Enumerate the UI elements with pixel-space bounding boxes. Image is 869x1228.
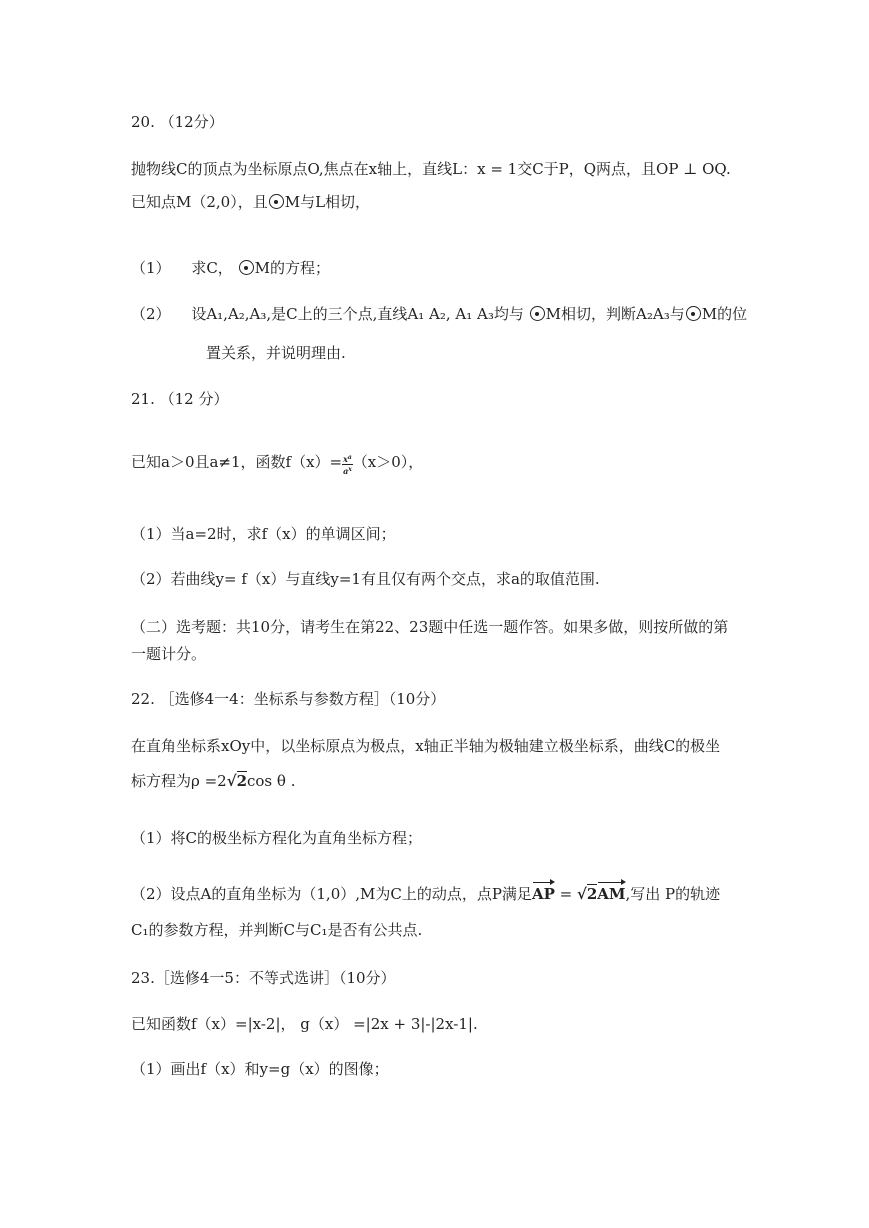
q20-part2-text: 设A₁,A₂,A₃,是C上的三个点,直线A₁ A₂, A₁ A₃均与: [191, 305, 524, 323]
q21-fraction: [342, 453, 353, 476]
q20-stem-line1: 抛物线C的顶点为坐标原点O,焦点在x轴上，直线L：x = 1交C于P，Q两点，且OP ⊥ OQ.: [131, 160, 731, 178]
q22-part1: （1）将C的极坐标方程化为直角坐标方程；: [131, 829, 423, 847]
circle-dot-icon: [239, 260, 254, 275]
q21-stem-b: （x＞0），: [352, 453, 424, 471]
q20-part2-b: M相切，判断A₂A₃与: [545, 305, 685, 323]
q20-part1: [131, 258, 330, 278]
q20-header: 20. （12分）: [131, 113, 224, 131]
q22-part2: [131, 884, 720, 904]
q22-stem-line2-a: 标方程为ρ =2: [131, 772, 227, 790]
q20-part2-line2: 置关系，并说明理由.: [206, 344, 346, 362]
fraction-denominator: a: [343, 466, 349, 476]
q23-part1: （1）画出f（x）和y=g（x）的图像；: [131, 1060, 389, 1078]
q23-header: 23.［选修4一5：不等式选讲］（10分）: [131, 969, 396, 987]
q20-stem-line2-b: M与L相切，: [284, 193, 371, 211]
fraction-denominator-exponent: x: [348, 466, 352, 473]
q22-stem-line2-b: cos θ .: [247, 772, 296, 790]
q21-stem: [131, 452, 423, 476]
circle-dot-icon: [686, 306, 701, 321]
q20-stem-line2-a: 已知点M（2,0），且: [131, 193, 268, 211]
q20-part2-number: （2）: [131, 305, 171, 323]
q22-part2-line2: C₁的参数方程，并判断C与C₁是否有公共点.: [131, 921, 423, 939]
elective-note-line1: （二）选考题：共10分，请考生在第22、23题中任选一题作答。如果多做，则按所做的第: [131, 618, 729, 636]
vector-am: AM: [597, 885, 626, 903]
circle-dot-icon: [530, 306, 545, 321]
q23-stem: 已知函数f（x）=|x-2|， g（x） =|2x + 3|-|2x-1|.: [131, 1015, 478, 1033]
q22-stem-line2: [131, 771, 295, 791]
q22-stem-line1: 在直角坐标系xOy中，以坐标原点为极点，x轴正半轴为极轴建立极坐标系，曲线C的极坐: [131, 737, 721, 755]
q21-part2: （2）若曲线y= f（x）与直线y=1有且仅有两个交点，求a的取值范围.: [131, 570, 600, 588]
q21-part1: （1）当a=2时，求f（x）的单调区间；: [131, 525, 396, 543]
q22-part2-a: （2）设点A的直角坐标为（1,0）,M为C上的动点，点P满足: [131, 885, 532, 903]
q20-stem-line2: [131, 192, 370, 212]
elective-note-line2: 一题计分。: [131, 645, 207, 663]
sqrt-radicand: 2: [236, 772, 247, 790]
equals-sign: =: [554, 885, 577, 903]
q21-stem-a: 已知a＞0且a≠1，函数f（x）=: [131, 453, 343, 471]
fraction-numerator: x: [343, 454, 348, 464]
sqrt-radicand: 2: [586, 885, 598, 903]
q21-header: 21. （12 分）: [131, 390, 229, 408]
q20-part1-b: M的方程；: [254, 259, 330, 277]
q20-part2-c: M的位: [701, 305, 748, 323]
q20-part1-number: （1）: [131, 259, 171, 277]
circle-dot-icon: [269, 194, 284, 209]
q20-part2: [131, 304, 747, 324]
sqrt-symbol: √2: [576, 885, 598, 903]
fraction-numerator-exponent: a: [347, 454, 352, 461]
q22-header: 22. ［选修4一4：坐标系与参数方程］（10分）: [131, 690, 446, 708]
q20-part1-a: 求C，: [191, 259, 233, 277]
q22-part2-b: ,写出 P的轨迹: [625, 885, 721, 903]
vector-ap: AP: [531, 885, 555, 903]
sqrt-symbol: √2: [226, 772, 247, 790]
